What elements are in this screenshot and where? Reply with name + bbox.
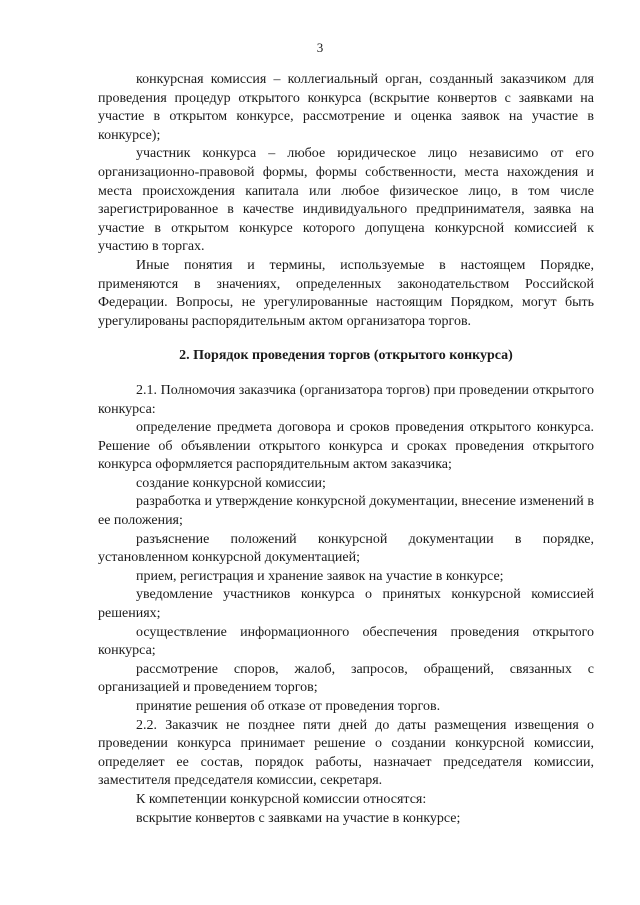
page-number: 3 xyxy=(316,40,324,55)
paragraph-2-1-intro: 2.1. Полномочия заказчика (организатора торгов) при проведении открытого конкурса: xyxy=(98,382,594,417)
paragraph-definition-participant: участник конкурса – любое юридическое лицо независимо от его организационно-правовой формы, формы собственности, места нахождения и места происхождения капитала или любое физическое лицо, в том числе зарегистрированное в качестве индивидуального предпринимателя, заявка на участие в открытом конкурсе которого допущена конкурсной комиссией к участию в торгах. xyxy=(98,146,594,255)
list-item: рассмотрение споров, жалоб, запросов, обращений, связанных с организацией и проведением торгов; xyxy=(98,661,594,696)
list-item: вскрытие конвертов с заявками на участие в конкурсе; xyxy=(136,810,461,826)
paragraph-commission-competence: К компетенции конкурсной комиссии относятся: xyxy=(136,791,427,807)
list-item: создание конкурсной комиссии; xyxy=(136,475,326,491)
paragraph-2-2: 2.2. Заказчик не позднее пяти дней до даты размещения извещения о проведении конкурса принимает решение о создании конкурсной комиссии, определяет ее состав, порядок работы, назначает председателя комиссии, заместителя председателя комиссии, секретаря. xyxy=(98,717,594,789)
list-item: прием, регистрация и хранение заявок на участие в конкурсе; xyxy=(136,568,504,584)
list-item: уведомление участников конкурса о принятых конкурсной комиссией решениях; xyxy=(98,587,594,622)
list-item: осуществление информационного обеспечения проведения открытого конкурса; xyxy=(98,624,594,659)
list-item: разъяснение положений конкурсной документации в порядке, установленном конкурсной документацией; xyxy=(98,531,594,566)
list-item: определение предмета договора и сроков проведения открытого конкурса. Решение об объявлении открытого конкурса и сроках проведения открытого конкурса оформляется распорядительным актом заказчика; xyxy=(98,420,594,473)
paragraph-definition-commission: конкурсная комиссия – коллегиальный орган, созданный заказчиком для проведения процедур открытого конкурса (вскрытие конвертов с заявками на участие в открытом конкурсе, рассмотрение и оценка заявок на участие в конкурсе); xyxy=(98,72,594,143)
list-item: разработка и утверждение конкурсной документации, внесение изменений в ее положения; xyxy=(98,494,594,529)
paragraph-other-terms: Иные понятия и термины, используемые в настоящем Порядке, применяются в значениях, определенных законодательством Российской Федерации. Вопросы, не урегулированные настоящим Порядком, могут быть урегулированы распорядительным актом организатора торгов. xyxy=(98,257,594,329)
list-item: принятие решения об отказе от проведения торгов. xyxy=(136,699,441,714)
document-body xyxy=(98,71,594,828)
section-heading: 2. Порядок проведения торгов (открытого конкурса) xyxy=(179,348,513,364)
